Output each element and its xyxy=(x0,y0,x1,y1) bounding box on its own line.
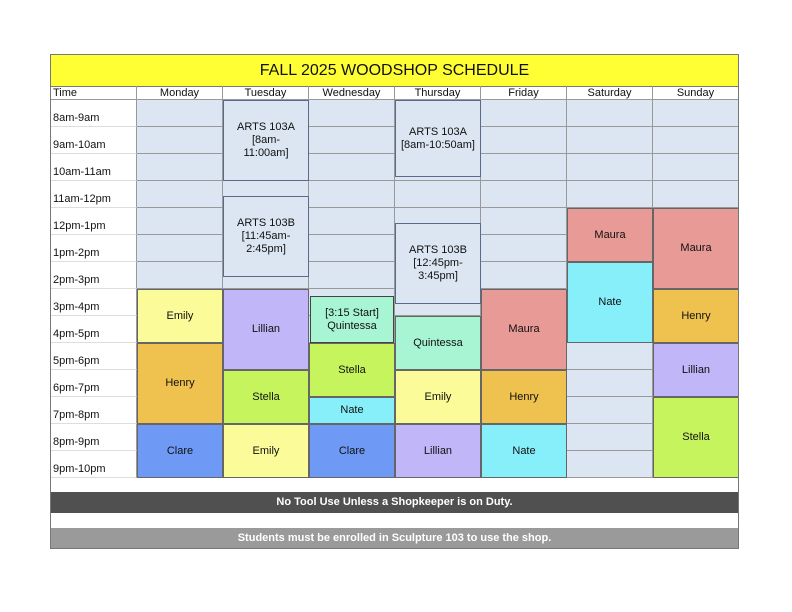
grid-cell xyxy=(481,181,567,208)
course-block-text xyxy=(401,126,475,152)
shift-tuesday-stella: Stella xyxy=(223,370,309,424)
header-sunday: Sunday xyxy=(653,86,739,100)
header-saturday: Saturday xyxy=(567,86,653,100)
grid-cell xyxy=(137,100,223,127)
time-slot-label: 11am-12pm xyxy=(53,193,111,205)
grid-cell xyxy=(481,262,567,289)
shift-wednesday-nate: Nate xyxy=(309,397,395,424)
time-slot xyxy=(51,397,137,424)
shift-friday-nate: Nate xyxy=(481,424,567,478)
time-slot-label: 5pm-6pm xyxy=(53,355,100,367)
grid-cell xyxy=(137,235,223,262)
course-time: [8am-10:50am] xyxy=(401,138,475,151)
enrollment-notice: Students must be enrolled in Sculpture 103 to use the shop. xyxy=(51,528,738,548)
shift-thursday-quintessa: Quintessa xyxy=(395,316,481,370)
course-block-text xyxy=(224,121,308,160)
grid-cell xyxy=(567,424,653,451)
course-arts103b-tuesday xyxy=(223,196,309,277)
time-slot-label: 4pm-5pm xyxy=(53,328,100,340)
time-slot xyxy=(51,343,137,370)
course-name: ARTS 103A xyxy=(409,125,467,138)
header-monday: Monday xyxy=(137,86,223,100)
shift-person: Quintessa xyxy=(327,319,377,332)
shift-monday-clare: Clare xyxy=(137,424,223,478)
grid-cell xyxy=(395,181,481,208)
grid-cell xyxy=(567,100,653,127)
grid-cell xyxy=(567,343,653,370)
time-slot xyxy=(51,235,137,262)
grid-cell xyxy=(567,370,653,397)
course-time: [8am-11:00am] xyxy=(243,134,289,159)
header-wednesday: Wednesday xyxy=(309,86,395,100)
grid-cell xyxy=(481,127,567,154)
grid-cell xyxy=(567,451,653,478)
shift-friday-maura: Maura xyxy=(481,289,567,370)
course-name: ARTS 103B xyxy=(409,244,467,256)
grid-cell xyxy=(309,154,395,181)
shift-start-note: [3:15 Start] xyxy=(325,306,379,319)
shift-saturday-nate: Nate xyxy=(567,262,653,343)
header-thursday: Thursday xyxy=(395,86,481,100)
time-slot-label: 2pm-3pm xyxy=(53,274,100,286)
grid-cell xyxy=(309,208,395,235)
time-slot-label: 8am-9am xyxy=(53,112,100,124)
grid-cell xyxy=(137,208,223,235)
time-slot xyxy=(51,316,137,343)
grid-cell xyxy=(481,100,567,127)
course-name: ARTS 103B xyxy=(237,217,295,229)
grid-cell xyxy=(309,262,395,289)
time-slot xyxy=(51,289,137,316)
time-slot-label: 7pm-8pm xyxy=(53,409,100,421)
shift-monday-emily: Emily xyxy=(137,289,223,343)
header-friday: Friday xyxy=(481,86,567,100)
duty-notice: No Tool Use Unless a Shopkeeper is on Duty. xyxy=(51,492,738,513)
time-slot xyxy=(51,100,137,127)
time-slot-label: 8pm-9pm xyxy=(53,436,100,448)
time-slot-label: 9am-10am xyxy=(53,139,106,151)
course-time: [12:45pm-3:45pm] xyxy=(413,257,463,282)
shift-wednesday-quintessa xyxy=(310,296,394,343)
schedule-title: FALL 2025 WOODSHOP SCHEDULE xyxy=(51,55,738,87)
grid-cell xyxy=(481,235,567,262)
shift-wednesday-clare: Clare xyxy=(309,424,395,478)
shift-block-text xyxy=(325,307,379,333)
course-block-text xyxy=(396,244,480,283)
grid-cell xyxy=(137,181,223,208)
shift-thursday-lillian: Lillian xyxy=(395,424,481,478)
grid-cell xyxy=(309,100,395,127)
grid-cell xyxy=(481,208,567,235)
header-time: Time xyxy=(51,86,137,100)
course-arts103a-thursday xyxy=(395,100,481,177)
grid-cell xyxy=(653,127,739,154)
grid-cell xyxy=(137,262,223,289)
grid-cell xyxy=(137,127,223,154)
time-slot xyxy=(51,451,137,478)
time-slot xyxy=(51,262,137,289)
grid-cell xyxy=(309,127,395,154)
course-time: [11:45am-2:45pm] xyxy=(241,230,291,255)
grid-cell xyxy=(567,154,653,181)
time-slot xyxy=(51,127,137,154)
time-slot-label: 12pm-1pm xyxy=(53,220,106,232)
shift-friday-henry: Henry xyxy=(481,370,567,424)
time-slot xyxy=(51,208,137,235)
shift-wednesday-stella: Stella xyxy=(309,343,395,397)
time-slot-label: 1pm-2pm xyxy=(53,247,100,259)
shift-sunday-lillian: Lillian xyxy=(653,343,739,397)
time-slot-label: 3pm-4pm xyxy=(53,301,100,313)
grid-cell xyxy=(309,181,395,208)
time-slot xyxy=(51,181,137,208)
time-slot xyxy=(51,154,137,181)
course-block-text xyxy=(224,217,308,256)
shift-thursday-emily: Emily xyxy=(395,370,481,424)
time-slot xyxy=(51,424,137,451)
grid-cell xyxy=(653,100,739,127)
time-slot-label: 6pm-7pm xyxy=(53,382,100,394)
course-arts103b-thursday xyxy=(395,223,481,304)
grid-cell xyxy=(567,127,653,154)
header-tuesday: Tuesday xyxy=(223,86,309,100)
shift-sunday-stella: Stella xyxy=(653,397,739,478)
shift-saturday-maura: Maura xyxy=(567,208,653,262)
course-arts103a-tuesday xyxy=(223,100,309,181)
time-slot xyxy=(51,370,137,397)
grid-cell xyxy=(309,235,395,262)
grid-cell xyxy=(653,181,739,208)
shift-monday-henry: Henry xyxy=(137,343,223,424)
shift-tuesday-lillian: Lillian xyxy=(223,289,309,370)
grid-cell xyxy=(653,154,739,181)
time-slot-label: 9pm-10pm xyxy=(53,463,106,475)
shift-sunday-henry: Henry xyxy=(653,289,739,343)
grid-cell xyxy=(481,154,567,181)
schedule-sheet xyxy=(50,54,739,549)
course-name: ARTS 103A xyxy=(237,121,295,133)
grid-cell xyxy=(567,181,653,208)
time-slot-label: 10am-11am xyxy=(53,166,111,178)
grid-cell xyxy=(567,397,653,424)
shift-tuesday-emily: Emily xyxy=(223,424,309,478)
grid-cell xyxy=(137,154,223,181)
shift-sunday-maura: Maura xyxy=(653,208,739,289)
